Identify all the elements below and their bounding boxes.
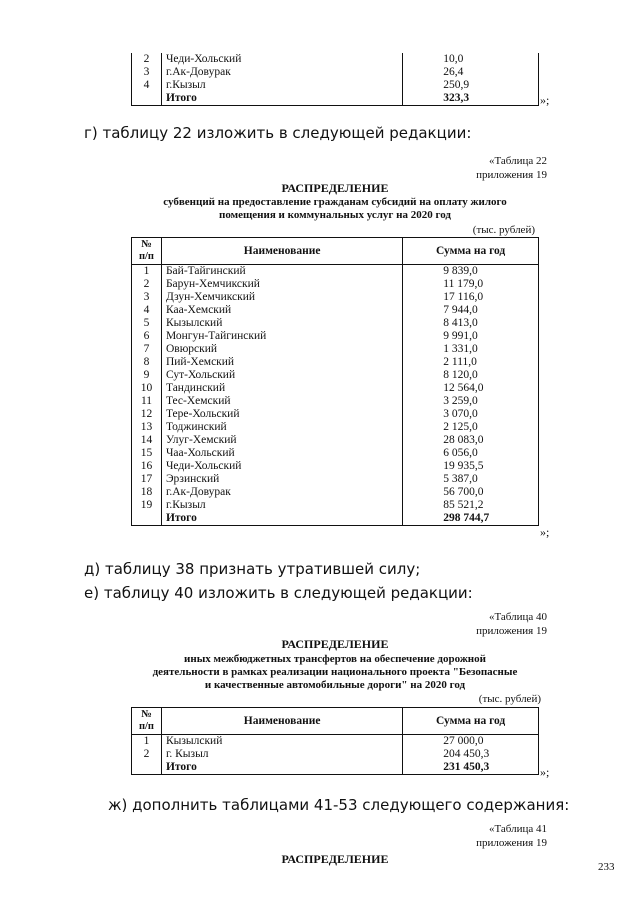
row-number: 2 [132,278,162,291]
row-name: Каа-Хемский [161,304,402,317]
table-row [132,66,539,79]
table-row [132,53,539,66]
row-value: 12 564,0 [403,382,539,395]
table-row [132,382,539,395]
row-name: Тоджинский [161,421,402,434]
row-number: 1 [132,735,162,749]
page-number: 233 [598,861,615,873]
row-name: Овюрский [161,343,402,356]
table40-ref-line1: «Таблица 40 [488,611,547,623]
row-value: 17 116,0 [403,291,539,304]
row-number: 3 [132,66,162,79]
row-name: Сут-Хольский [161,369,402,382]
row-value: 28 083,0 [403,434,539,447]
table-row [132,278,539,291]
row-number: 17 [132,473,162,486]
row-value: 56 700,0 [403,486,539,499]
total-value: 298 744,7 [403,512,539,526]
row-name: Чаа-Хольский [161,447,402,460]
row-number: 5 [132,317,162,330]
row-name: Бай-Тайгинский [161,265,402,279]
table22-subtitle-line1: субвенций на предоставление гражданам субсидий на оплату жилого [163,196,507,208]
table22-closing: »; [540,525,550,539]
table40-units: (тыс. рублей) [478,693,541,705]
row-name: г.Ак-Довурак [161,66,402,79]
table22-head-sum: Сумма на год [403,238,539,265]
row-value: 204 450,3 [403,748,539,761]
table40-head-sum: Сумма на год [403,708,539,735]
row-value: 27 000,0 [403,735,539,749]
row-number: 9 [132,369,162,382]
row-value: 2 125,0 [403,421,539,434]
table22-units: (тыс. рублей) [472,224,535,236]
table-row [132,79,539,92]
table-row [132,499,539,512]
row-value: 19 935,5 [403,460,539,473]
table-row [132,447,539,460]
row-name: г.Ак-Довурак [161,486,402,499]
total-empty [132,761,162,775]
top-table [131,53,539,106]
table22-subtitle-line2: помещения и коммунальных услуг на 2020 год [219,209,451,221]
row-name: Тандинский [161,382,402,395]
total-label: Итого [161,92,402,106]
row-number: 14 [132,434,162,447]
row-value: 1 331,0 [403,343,539,356]
row-name: Чеди-Хольский [161,53,402,66]
table-row [132,317,539,330]
table-row [132,473,539,486]
row-number: 2 [132,53,162,66]
table-row [132,421,539,434]
table22-ref-line1: «Таблица 22 [488,155,547,167]
table40 [131,707,539,775]
row-name: Пий-Хемский [161,356,402,369]
table22-head-num: № п/п [132,238,162,265]
row-value: 3 259,0 [403,395,539,408]
table41-title: РАСПРЕДЕЛЕНИЕ [281,852,389,866]
total-label: Итого [161,761,402,775]
table22 [131,237,539,526]
total-value: 231 450,3 [403,761,539,775]
table-row [132,395,539,408]
table40-head-num: № п/п [132,708,162,735]
row-number: 3 [132,291,162,304]
table22-ref-line2: приложения 19 [476,169,547,181]
paragraph-zh: ж) дополнить таблицами 41-53 следующего содержания: [108,796,570,814]
table40-head-name: Наименование [161,708,402,735]
table40-subtitle-line2: деятельности в рамках реализации национального проекта "Безопасные [152,666,518,678]
row-value: 6 056,0 [403,447,539,460]
table-row [132,343,539,356]
row-name: Барун-Хемчикский [161,278,402,291]
row-value: 85 521,2 [403,499,539,512]
row-value: 8 120,0 [403,369,539,382]
row-value: 5 387,0 [403,473,539,486]
table40-closing: »; [540,765,550,779]
table41-ref-line1: «Таблица 41 [488,823,547,835]
row-name: г.Кызыл [161,79,402,92]
row-name: Кызылский [161,317,402,330]
table-row [132,369,539,382]
row-number: 19 [132,499,162,512]
row-number: 18 [132,486,162,499]
row-number: 8 [132,356,162,369]
table40-subtitle-line3: и качественные автомобильные дороги" на 2020 год [204,679,466,691]
row-value: 7 944,0 [403,304,539,317]
row-number: 2 [132,748,162,761]
table-row [132,460,539,473]
total-row [132,92,539,106]
row-value: 9 991,0 [403,330,539,343]
paragraph-d: д) таблицу 38 признать утратившей силу; [84,560,421,578]
row-number: 1 [132,265,162,279]
row-name: Тес-Хемский [161,395,402,408]
row-value: 10,0 [403,53,539,66]
row-number: 13 [132,421,162,434]
table41-ref-line2: приложения 19 [476,837,547,849]
row-name: Чеди-Хольский [161,460,402,473]
row-number: 6 [132,330,162,343]
row-value: 250,9 [403,79,539,92]
table22-head-name: Наименование [161,238,402,265]
total-empty [132,92,162,106]
table-row [132,408,539,421]
row-name: Кызылский [161,735,402,749]
total-value: 323,3 [403,92,539,106]
row-value: 26,4 [403,66,539,79]
row-name: Монгун-Тайгинский [161,330,402,343]
table-row [132,356,539,369]
row-number: 11 [132,395,162,408]
total-empty [132,512,162,526]
row-number: 10 [132,382,162,395]
row-number: 4 [132,304,162,317]
table-row [132,735,539,749]
row-number: 12 [132,408,162,421]
row-name: г.Кызыл [161,499,402,512]
row-number: 16 [132,460,162,473]
table40-subtitle-line1: иных межбюджетных трансфертов на обеспечение дорожной [184,653,486,665]
total-row [132,761,539,775]
table-row [132,434,539,447]
row-name: Тере-Хольский [161,408,402,421]
table-row [132,265,539,279]
row-number: 4 [132,79,162,92]
table-row [132,748,539,761]
paragraph-e: е) таблицу 40 изложить в следующей редакции: [84,584,473,602]
table-row [132,291,539,304]
row-value: 3 070,0 [403,408,539,421]
row-name: г. Кызыл [161,748,402,761]
row-value: 8 413,0 [403,317,539,330]
paragraph-g: г) таблицу 22 изложить в следующей редакции: [84,124,472,142]
row-value: 9 839,0 [403,265,539,279]
row-name: Дзун-Хемчикский [161,291,402,304]
total-row [132,512,539,526]
table-row [132,330,539,343]
row-number: 7 [132,343,162,356]
table22-title: РАСПРЕДЕЛЕНИЕ [281,181,389,195]
row-value: 2 111,0 [403,356,539,369]
row-number: 15 [132,447,162,460]
table40-ref-line2: приложения 19 [476,625,547,637]
top-table-closing: »; [540,93,550,107]
total-label: Итого [161,512,402,526]
table-row [132,486,539,499]
table-row [132,304,539,317]
row-value: 11 179,0 [403,278,539,291]
row-name: Эрзинский [161,473,402,486]
row-name: Улуг-Хемский [161,434,402,447]
table40-title: РАСПРЕДЕЛЕНИЕ [281,637,389,651]
